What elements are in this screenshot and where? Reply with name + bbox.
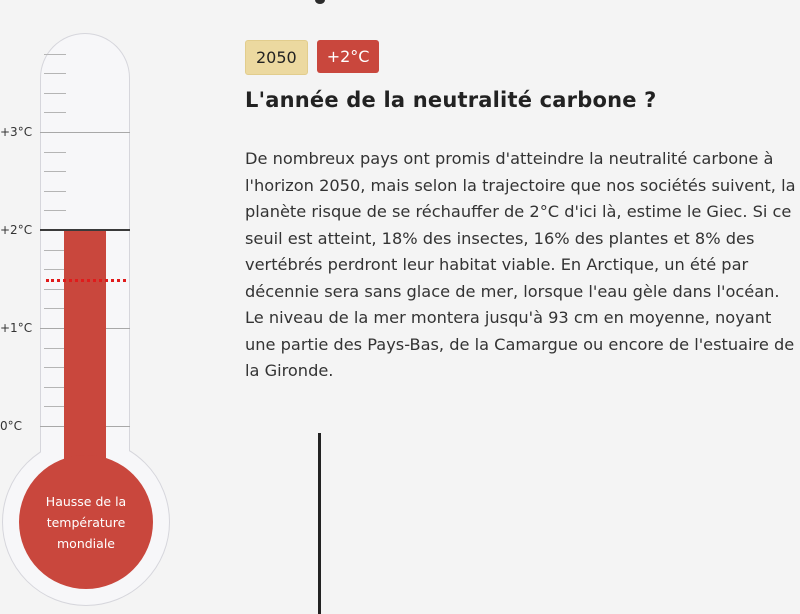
- badge-group: [245, 40, 379, 75]
- minor-tick: [44, 348, 66, 349]
- scale-label: 0°C: [0, 419, 23, 433]
- minor-tick: [44, 308, 66, 309]
- minor-tick: [44, 152, 66, 153]
- major-tick: [40, 132, 130, 133]
- year-badge: 2050: [245, 40, 308, 75]
- section-body: De nombreux pays ont promis d'atteindre la neutralité carbone à l'horizon 2050, mais selon la trajectoire que nos sociétés suivent, la planète risque de se réchauffer de 2°C d'ici là, estime le Giec. Si ce seuil est atteint, 18% des insectes, 16% des plantes et 8% des vertébrés perdront leur habitat viable. En Arctique, un été par décennie sera sans glace de mer, lorsque l'eau gèle dans l'océan. Le niveau de la mer montera jusqu'à 93 cm en moyenne, noyant une partie des Pays-Bas, de la Camargue ou encore de l'estuaire de la Gironde.: [245, 149, 796, 380]
- timeline-line: [318, 433, 321, 614]
- minor-tick: [44, 406, 66, 407]
- target-level-dotted-line: [46, 279, 126, 282]
- minor-tick: [44, 112, 66, 113]
- mercury-column: [64, 230, 106, 470]
- minor-tick: [44, 367, 66, 368]
- timeline-marker-fragment: [315, 0, 325, 4]
- bulb-label: Hausse de la température mondiale: [45, 493, 127, 551]
- minor-tick: [44, 73, 66, 74]
- scale-label: +1°C: [0, 321, 33, 335]
- thermometer: [0, 0, 240, 614]
- minor-tick: [44, 54, 66, 55]
- scale-label: +3°C: [0, 125, 33, 139]
- minor-tick: [44, 171, 66, 172]
- minor-tick: [44, 93, 66, 94]
- minor-tick: [44, 191, 66, 192]
- minor-tick: [44, 289, 66, 290]
- section-title: L'année de la neutralité carbone ?: [245, 88, 657, 112]
- minor-tick: [44, 250, 66, 251]
- scale-label: +2°C: [0, 223, 33, 237]
- thermometer-bulb: [19, 455, 153, 589]
- minor-tick: [44, 387, 66, 388]
- temperature-badge: +2°C: [317, 40, 380, 73]
- current-level-line: [40, 229, 130, 231]
- minor-tick: [44, 210, 66, 211]
- minor-tick: [44, 269, 66, 270]
